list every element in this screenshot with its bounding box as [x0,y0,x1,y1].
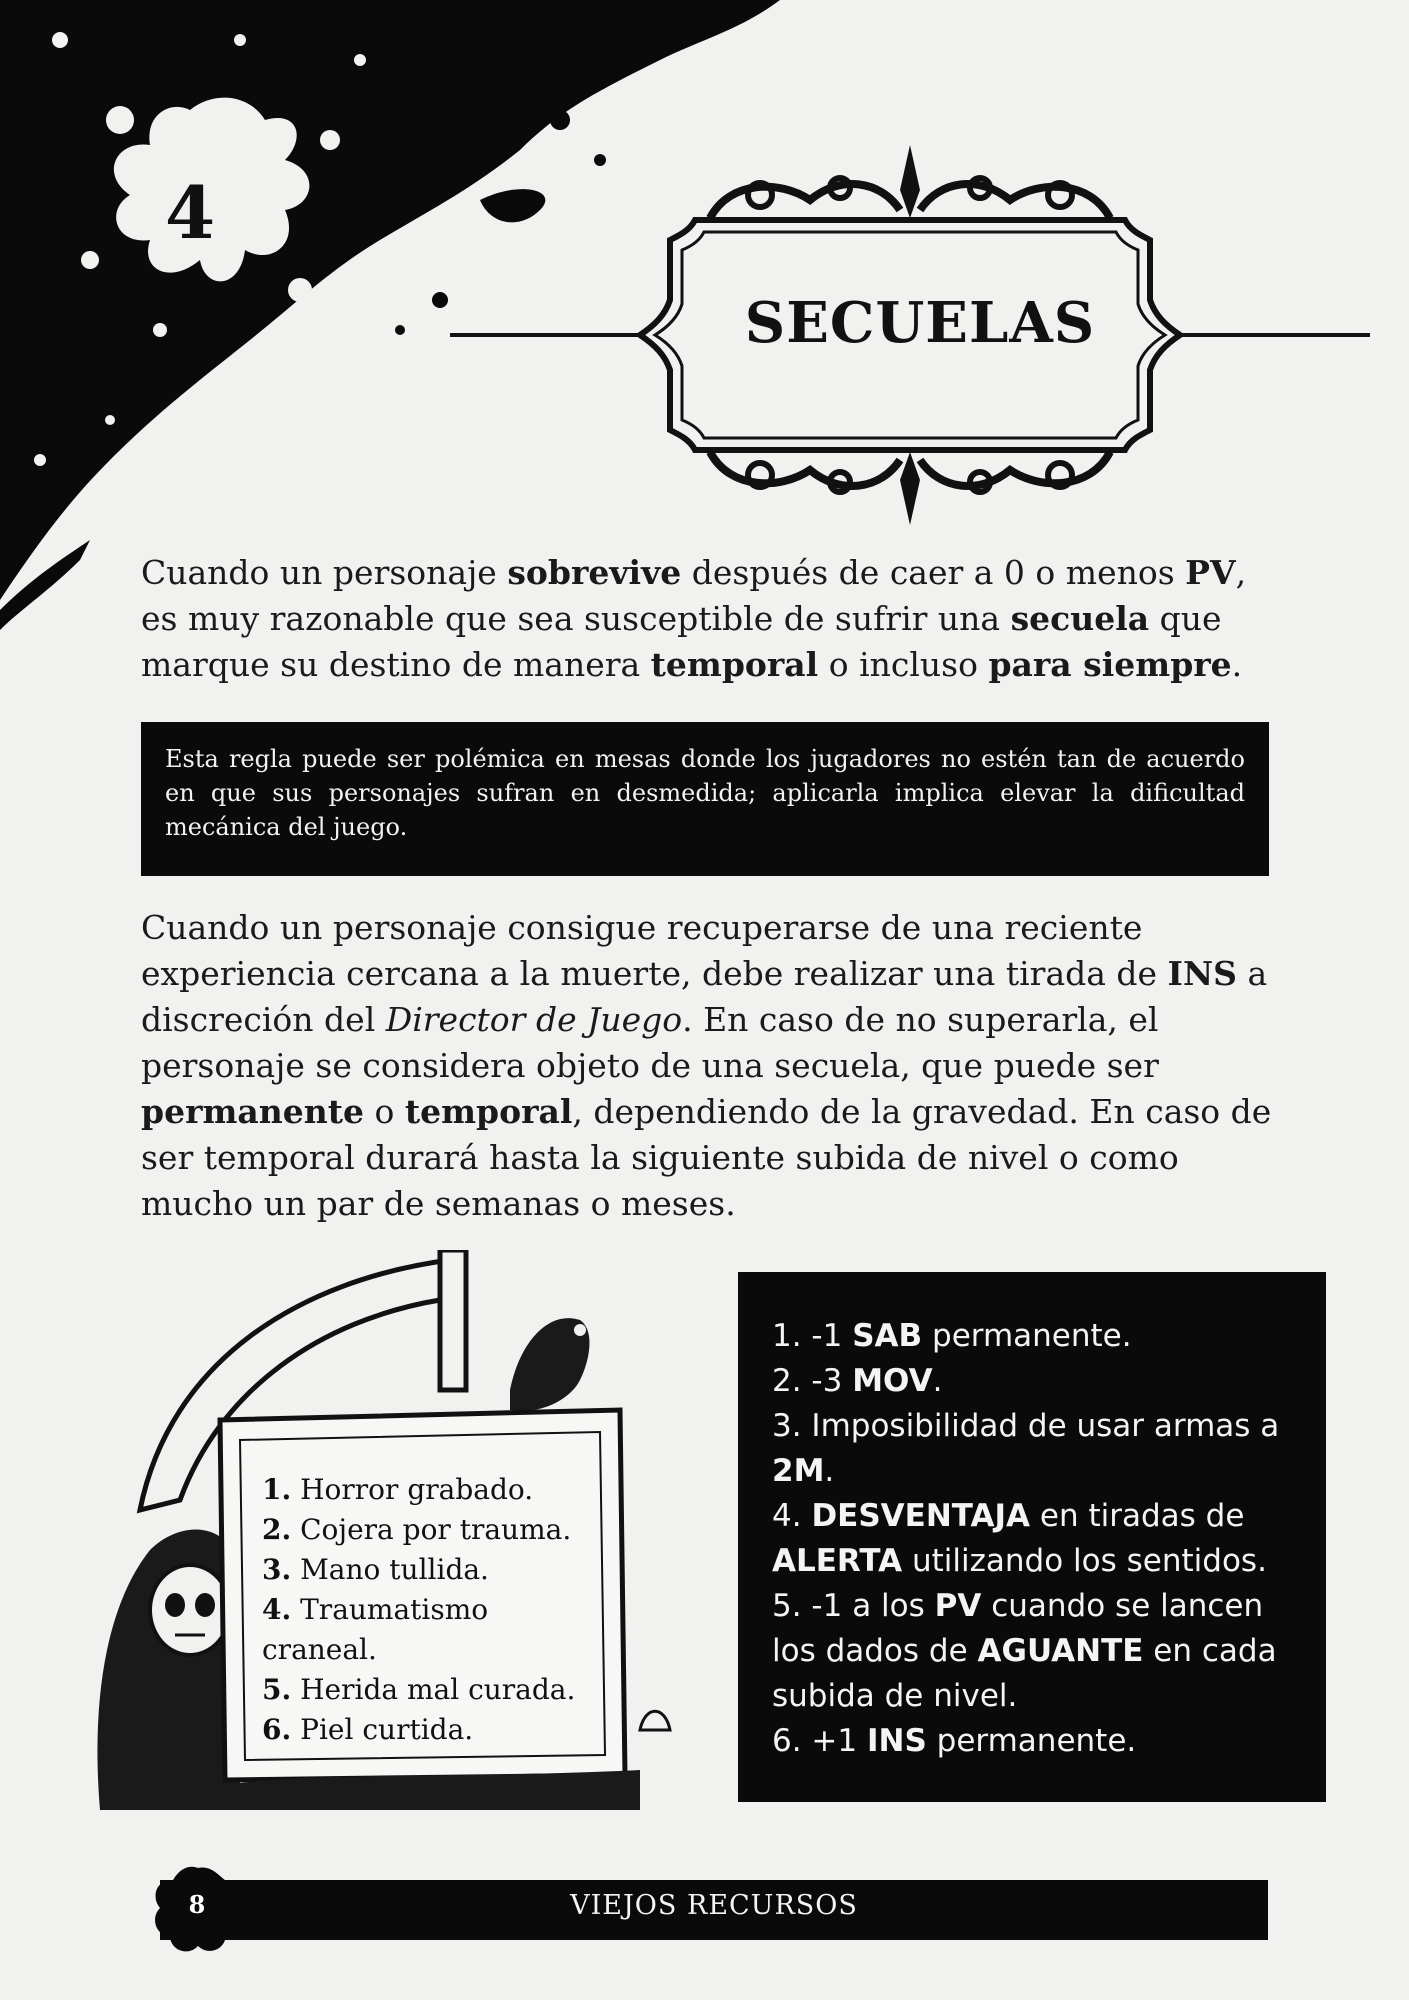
list-item: 2. -3 MOV. [772,1363,943,1399]
intro-paragraph: Cuando un personaje sobrevive después de caer a 0 o menos PV, es muy razonable que sea susceptible de sufrir una secuela que marque su destino de manera temporal o incluso para siempre. [141,553,1247,684]
list-item: 1. Horror grabado. [262,1473,534,1506]
chapter-number: 4 [164,170,216,255]
list-item: 3. Mano tullida. [262,1553,489,1586]
page-number: 8 [188,1890,206,1919]
rules-paragraph: Cuando un personaje consigue recuperarse de una reciente experiencia cercana a la muerte, debe realizar una tirada de INS a discreción del Director de Juego. En caso de no superarla, el personaje se considera objeto de una secuela, que puede ser permanente o temporal, dependiendo de la gravedad. En caso de ser temporal durará hasta la siguiente subida de nivel o como mucho un par de semanas o meses. [141,908,1272,1223]
list-item: 1. -1 SAB permanente. [772,1318,1132,1354]
list-item: 5. -1 a los PV cuando se lancen los dados de AGUANTE en cada subida de nivel. [772,1588,1277,1714]
list-item: 3. Imposibilidad de usar armas a 2M. [772,1408,1280,1489]
chapter-title: SECUELAS [744,290,1096,356]
list-item: 2. Cojera por trauma. [262,1513,572,1546]
list-item: 6. Piel curtida. [262,1713,474,1746]
list-item: 4. DESVENTAJA en tiradas de ALERTA utilizando los sentidos. [772,1498,1267,1579]
rule-note-box: Esta regla puede ser polémica en mesas donde los jugadores no estén tan de acuerdo en que sus personajes sufran en desmedida; aplicarla implica elevar la dificultad mecánica del juego. [141,722,1269,876]
list-item: 4. Traumatismo craneal. [262,1593,489,1666]
effects-box [738,1272,1326,1802]
footer-book-title: VIEJOS RECURSOS [570,1890,858,1921]
list-item: 5. Herida mal curada. [262,1673,576,1706]
list-item: 6. +1 INS permanente. [772,1723,1137,1759]
sequel-list [262,1470,592,1750]
